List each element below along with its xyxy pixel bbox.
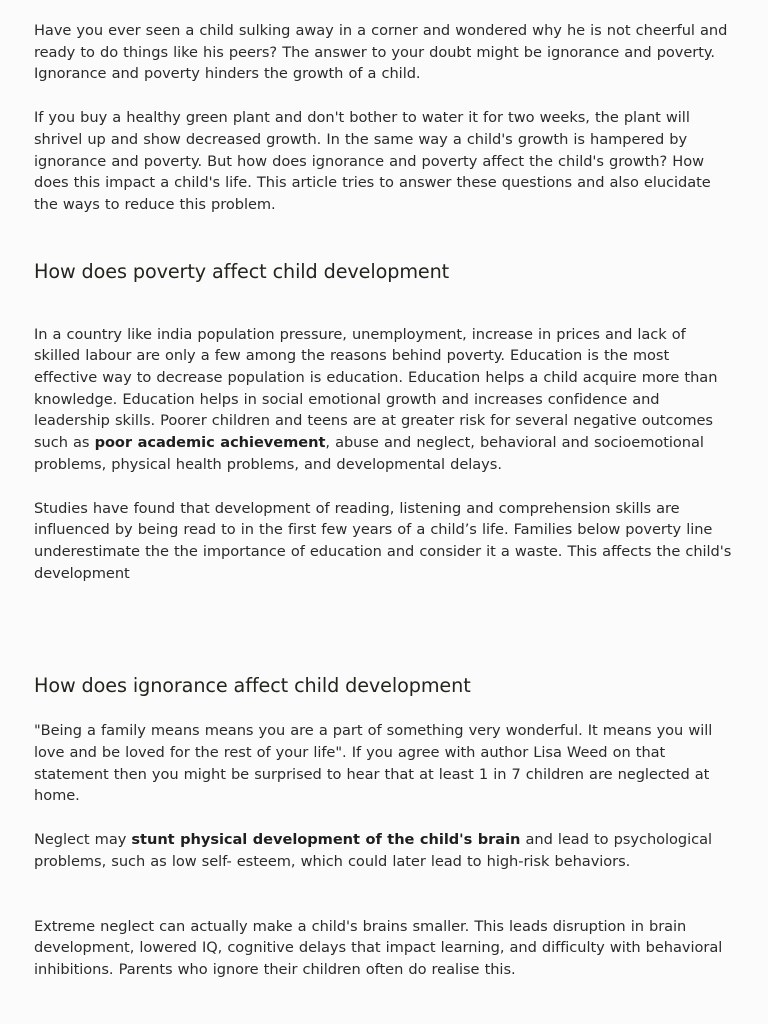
- poverty-paragraph-2: Studies have found that development of reading, listening and comprehension skills are influenced by being read to in the first few years of a child’s life. Families below poverty line underestimate the the importance of education and consider it a waste. This affects the child's development: [34, 499, 732, 582]
- poverty-paragraph-1-text-a: In a country like india population pressure, unemployment, increase in prices and lack of skilled labour are only a few among the reasons behind poverty. Education is the most effective way to decrease population is education. Education helps a child acquire more than knowledge. Education helps in social emotional growth and increases confidence and leadership skills. Poorer children and teens are at greater risk for several negative outcomes such as: [34, 325, 718, 452]
- ignorance-paragraph-2-text-b: and lead to psychological problems, such as low self- esteem, which could later lead to high-risk behaviors.: [34, 831, 713, 870]
- ignorance-paragraph-2-text-a: Neglect may: [34, 831, 132, 849]
- intro-paragraph-2: If you buy a healthy green plant and don't bother to water it for two weeks, the plant will shrivel up and show decreased growth. In the same way a child's growth is hampered by ignorance and poverty. But how does ignorance and poverty affect the child's growth? How does this impact a child's life. This article tries to answer these questions and also elucidate the ways to reduce this problem.: [34, 109, 711, 213]
- poverty-section-heading: How does poverty affect child development: [34, 259, 450, 283]
- ignorance-paragraph-3: Extreme neglect can actually make a child's brains smaller. This leads disruption in brain development, lowered IQ, cognitive delays that impact learning, and difficulty with behavioral inhibitions. Parents who ignore their children often do realise this.: [34, 917, 723, 978]
- intro-paragraph-1: Have you ever seen a child sulking away in a corner and wondered why he is not cheerful and ready to do things like his peers? The answer to your doubt might be ignorance and poverty. Ignorance and poverty hinders the growth of a child.: [34, 22, 728, 83]
- ignorance-paragraph-2: [34, 829, 736, 872]
- stunt-development-emphasis: stunt physical development of the child's brain: [131, 831, 521, 849]
- poverty-paragraph-1-text-b: , abuse and neglect, behavioral and socioemotional problems, physical health problems, and developmental delays.: [34, 434, 704, 473]
- article-body: [34, 20, 736, 981]
- poverty-paragraph-1: [34, 324, 736, 476]
- ignorance-section-heading: How does ignorance affect child development: [34, 674, 471, 698]
- ignorance-paragraph-1: "Being a family means means you are a part of something very wonderful. It means you will love and be loved for the rest of your life". If you agree with author Lisa Weed on that statement then you might be surprised to hear that at least 1 in 7 children are neglected at home.: [34, 722, 713, 805]
- poor-academic-achievement-emphasis: poor academic achievement: [94, 434, 326, 452]
